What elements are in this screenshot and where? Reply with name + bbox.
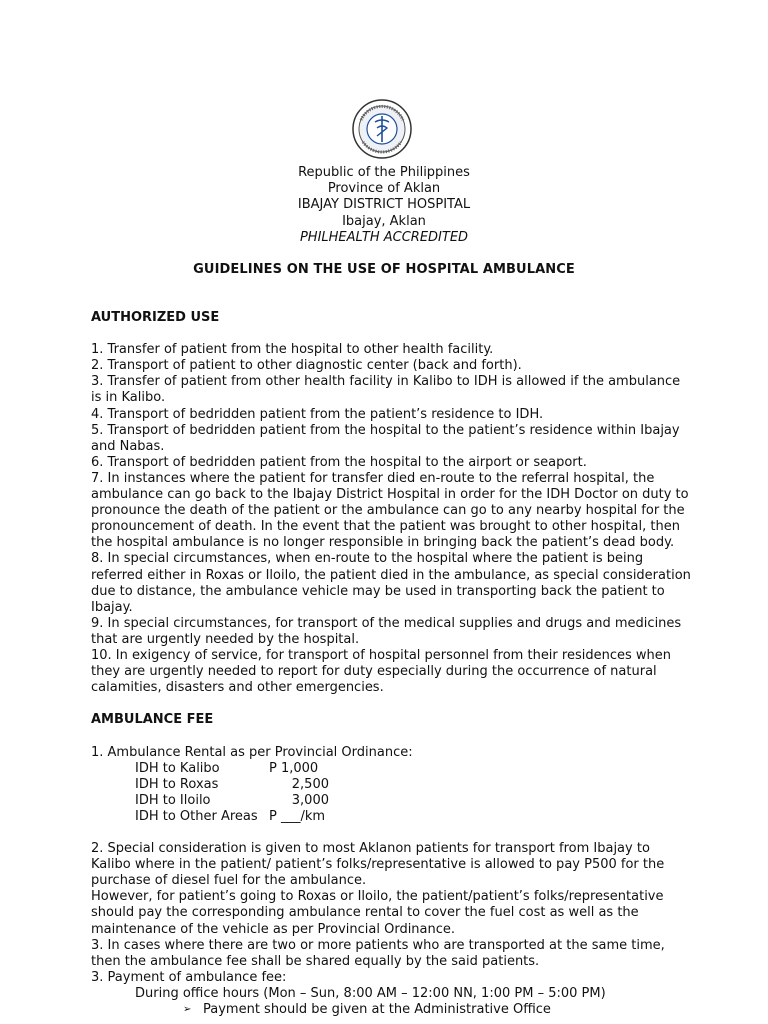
fee-rate-row xyxy=(91,793,691,809)
fee-item-1: 1. Ambulance Rental as per Provincial Ordinance: xyxy=(91,744,413,760)
authorized-item: 2. Transport of patient to other diagnostic center (back and forth). xyxy=(91,358,522,374)
letterhead xyxy=(0,165,768,246)
authorized-item: 9. In special circumstances, for transport of the medical supplies and drugs and medicines that are urgently needed by the hospital. xyxy=(91,615,682,647)
fee-rate-row xyxy=(91,777,691,793)
fee-item-3-payment: 3. Payment of ambulance fee: xyxy=(91,969,287,985)
payment-bullet xyxy=(91,1002,691,1018)
document-title: GUIDELINES ON THE USE OF HOSPITAL AMBULANCE xyxy=(193,262,575,277)
rate-destination: IDH to Kalibo xyxy=(135,760,220,776)
rate-destination: IDH to Roxas xyxy=(135,776,219,792)
authorized-item: 6. Transport of bedridden patient from the hospital to the airport or seaport. xyxy=(91,454,587,470)
arrow-bullet-icon: ➢ xyxy=(183,1004,192,1016)
republic-line: Republic of the Philippines xyxy=(298,165,470,180)
province-line: Province of Aklan xyxy=(327,181,441,197)
authorized-item: 7. In instances where the patient for transfer died en-route to the referral hospital, the ambulance can go back to the Ibajay District Hospital in order for the IDH Doctor on duty to pronounce the death of the patient or the ambulance can go to any nearby hospital for the pronouncement of death. In the event that the patient was brought to other hospital, then the hospital ambulance is no longer responsible in bringing back the patient’s dead body. xyxy=(91,470,689,551)
authorized-item: 8. In special circumstances, when en-route to the hospital where the patient is being referred either in Roxas or Iloilo, the patient died in the ambulance, as special consideration due to distance, the ambulance vehicle may be used in transporting back the patient to Ibajay. xyxy=(91,551,691,615)
hospital-name: IBAJAY DISTRICT HOSPITAL xyxy=(297,197,471,213)
fee-rate-row xyxy=(91,761,691,777)
authorized-item: 10. In exigency of service, for transport of hospital personnel from their residences when they are urgently needed to report for duty especially during the occurrence of natural calamities, disasters and other emergencies. xyxy=(91,647,671,696)
fee-item-2-continued: However, for patient’s going to Roxas or Iloilo, the patient/patient’s folks/representative should pay the corresponding ambulance rental to cover the fuel cost as well as the maintenance of the vehicle as per Provincial Ordinance. xyxy=(91,889,664,937)
fee-rate-row xyxy=(91,809,691,825)
authorized-use-heading: AUTHORIZED USE xyxy=(91,310,220,325)
authorized-item: 3. Transfer of patient from other health facility in Kalibo to IDH is allowed if the ambulance is in Kalibo. xyxy=(91,374,681,406)
rate-destination: IDH to Iloilo xyxy=(135,792,211,808)
accreditation-line: PHILHEALTH ACCREDITED xyxy=(299,229,469,245)
document-body xyxy=(91,310,691,1018)
authorized-item: 5. Transport of bedridden patient from the hospital to the patient’s residence within Ibajay and Nabas. xyxy=(91,422,680,454)
location-line: Ibajay, Aklan xyxy=(342,213,426,229)
rate-amount: 2,500 xyxy=(291,776,329,792)
authorized-item: 1. Transfer of patient from the hospital to other health facility. xyxy=(91,342,494,358)
office-hours-line: During office hours (Mon – Sun, 8:00 AM – 12:00 NN, 1:00 PM – 5:00 PM) xyxy=(135,985,606,1001)
fee-item-2: 2. Special consideration is given to most Aklanon patients for transport from Ibajay to Kalibo where in the patient/ patient’s folks/representative is allowed to pay P500 for the purchase of diesel fuel for the ambulance. xyxy=(91,841,665,889)
rate-amount: P 1,000 xyxy=(269,760,319,776)
authorized-item: 4. Transport of bedridden patient from the patient’s residence to IDH. xyxy=(91,406,544,422)
fee-item-3: 3. In cases where there are two or more patients who are transported at the same time, then the ambulance fee shall be shared equally by the said patients. xyxy=(91,937,665,969)
hospital-seal-icon xyxy=(351,98,413,160)
payment-bullet-text: Payment should be given at the Administrative Office xyxy=(203,1002,551,1018)
rate-amount: P ___/km xyxy=(269,808,326,824)
rate-destination: IDH to Other Areas xyxy=(135,808,258,824)
ambulance-fee-heading: AMBULANCE FEE xyxy=(91,712,214,728)
rate-amount: 3,000 xyxy=(291,792,329,808)
